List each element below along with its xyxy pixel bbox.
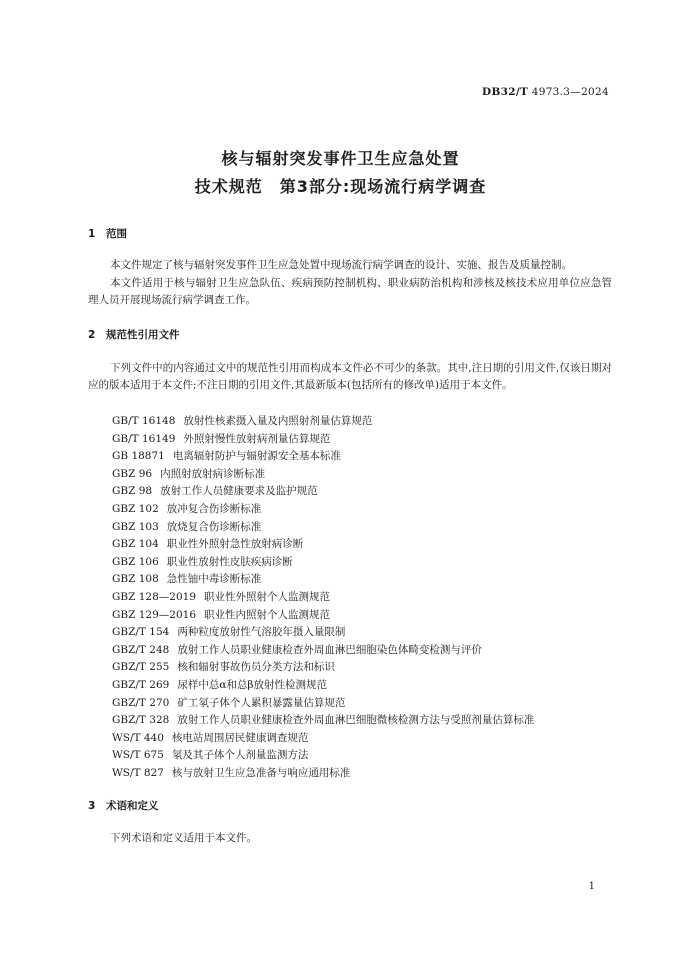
reference-title: 放烧复合伤诊断标准 (166, 520, 262, 533)
reference-item (112, 730, 534, 748)
standard-prefix: DB32/T (482, 86, 529, 98)
scope-paragraph-2: 本文件适用于核与辐射卫生应急队伍、疾病预防控制机构、职业病防治机构和涉核及核技术应用单位应急管理人员开展现场流行病学调查工作。 (88, 277, 612, 306)
reference-item (112, 431, 534, 449)
reference-item (112, 642, 534, 660)
reference-title: 氡及其子体个人剂量监测方法 (171, 749, 309, 762)
reference-title: 核与放射卫生应急准备与响应通用标准 (171, 766, 351, 779)
standard-number: 4973.3—2024 (531, 86, 609, 98)
reference-code: GBZ 128—2019 (112, 590, 196, 603)
reference-code: GBZ/T 255 (112, 661, 170, 674)
section-number: 3 (88, 800, 96, 812)
reference-code: GBZ/T 269 (112, 678, 170, 691)
reference-title: 职业性内照射个人监测规范 (204, 608, 330, 621)
section-heading-terms-definitions (88, 798, 159, 813)
reference-item (112, 448, 534, 466)
reference-code: WS/T 675 (112, 749, 164, 762)
reference-code: GBZ/T 248 (112, 643, 170, 656)
reference-title: 核电站周围居民健康调查规范 (171, 731, 309, 744)
reference-title: 内照射放射病诊断标准 (160, 467, 266, 480)
reference-code: GBZ 96 (112, 467, 153, 480)
reference-title: 放射工作人员健康要求及监护规范 (160, 485, 318, 498)
reference-item (112, 536, 534, 554)
reference-item (112, 607, 534, 625)
reference-code: GBZ 102 (112, 502, 159, 515)
reference-item (112, 466, 534, 484)
reference-code: GBZ 103 (112, 520, 159, 533)
section-heading-normative-references (88, 327, 180, 342)
reference-title: 职业性放射性皮肤疾病诊断 (166, 555, 293, 568)
section-heading-scope (88, 226, 127, 241)
reference-code: GBZ 104 (112, 538, 159, 551)
scope-paragraph-1: 本文件规定了核与辐射突发事件卫生应急处置中现场流行病学调查的设计、实施、报告及质量控制。 (110, 259, 572, 271)
reference-item (112, 677, 534, 695)
document-title-line1: 核与辐射突发事件卫生应急处置 (221, 149, 460, 168)
reference-code: GBZ 108 (112, 573, 159, 586)
reference-code: GBZ 98 (112, 485, 153, 498)
section-title: 范围 (106, 228, 127, 240)
reference-item (112, 483, 534, 501)
reference-item (112, 712, 534, 730)
reference-code: GBZ/T 154 (112, 626, 170, 639)
reference-title: 两种粒度放射性气溶胶年摄入量限制 (177, 626, 346, 639)
reference-item (112, 765, 534, 783)
section-number: 2 (88, 329, 96, 341)
reference-item (112, 747, 534, 765)
reference-title: 放射工作人员职业健康检查外周血淋巴细胞微核检测方法与受照剂量估算标准 (177, 714, 535, 727)
reference-item (112, 571, 534, 589)
reference-title: 电离辐射防护与辐射源安全基本标准 (172, 450, 341, 463)
reference-title: 放射性核素摄入量及内照射剂量估算规范 (183, 415, 373, 427)
reference-code: WS/T 827 (112, 766, 164, 779)
references-intro-paragraph: 下列文件中的内容通过文中的规范性引用而构成本文件必不可少的条款。其中,注日期的引用文件,仅该日期对应的版本适用于本文件;不注日期的引用文件,其最新版本(包括所有的修改单)适用于本文件。 (88, 362, 612, 391)
reference-title: 矿工氡子体个人累积暴露量估算规范 (177, 696, 346, 709)
reference-title: 放射工作人员职业健康检查外周血淋巴细胞染色体畸变检测与评价 (177, 643, 482, 656)
reference-title: 核和辐射事故伤员分类方法和标识 (177, 661, 335, 674)
document-title-line2: 技术规范 第3部分:现场流行病学调查 (194, 177, 487, 196)
reference-item (112, 624, 534, 642)
reference-item (112, 554, 534, 572)
reference-title: 急性铀中毒诊断标准 (166, 573, 262, 586)
reference-item (112, 589, 534, 607)
reference-code: GB/T 16148 (112, 415, 176, 427)
reference-code: WS/T 440 (112, 731, 164, 744)
reference-code: GB/T 16149 (112, 432, 176, 445)
reference-code: GB 18871 (112, 450, 165, 463)
reference-code: GBZ 129—2016 (112, 608, 196, 621)
section-number: 1 (88, 228, 96, 240)
page-number: 1 (588, 881, 595, 892)
terms-intro-paragraph: 下列术语和定义适用于本文件。 (110, 832, 257, 844)
reference-item (112, 695, 534, 713)
reference-item (112, 519, 534, 537)
reference-title: 放冲复合伤诊断标准 (166, 502, 262, 515)
reference-item (112, 501, 534, 519)
reference-title: 职业性外照射个人监测规范 (204, 590, 330, 603)
reference-list (112, 413, 534, 782)
reference-code: GBZ/T 328 (112, 714, 170, 727)
reference-code: GBZ 106 (112, 555, 159, 568)
section-title: 规范性引用文件 (106, 329, 180, 341)
reference-code: GBZ/T 270 (112, 696, 170, 709)
reference-title: 尿样中总α和总β放射性检测规范 (177, 678, 327, 691)
reference-item (112, 413, 534, 431)
reference-title: 外照射慢性放射病剂量估算规范 (183, 432, 331, 445)
reference-title: 职业性外照射急性放射病诊断 (166, 538, 304, 551)
standard-code (482, 86, 609, 98)
reference-item (112, 659, 534, 677)
section-title: 术语和定义 (106, 800, 159, 812)
